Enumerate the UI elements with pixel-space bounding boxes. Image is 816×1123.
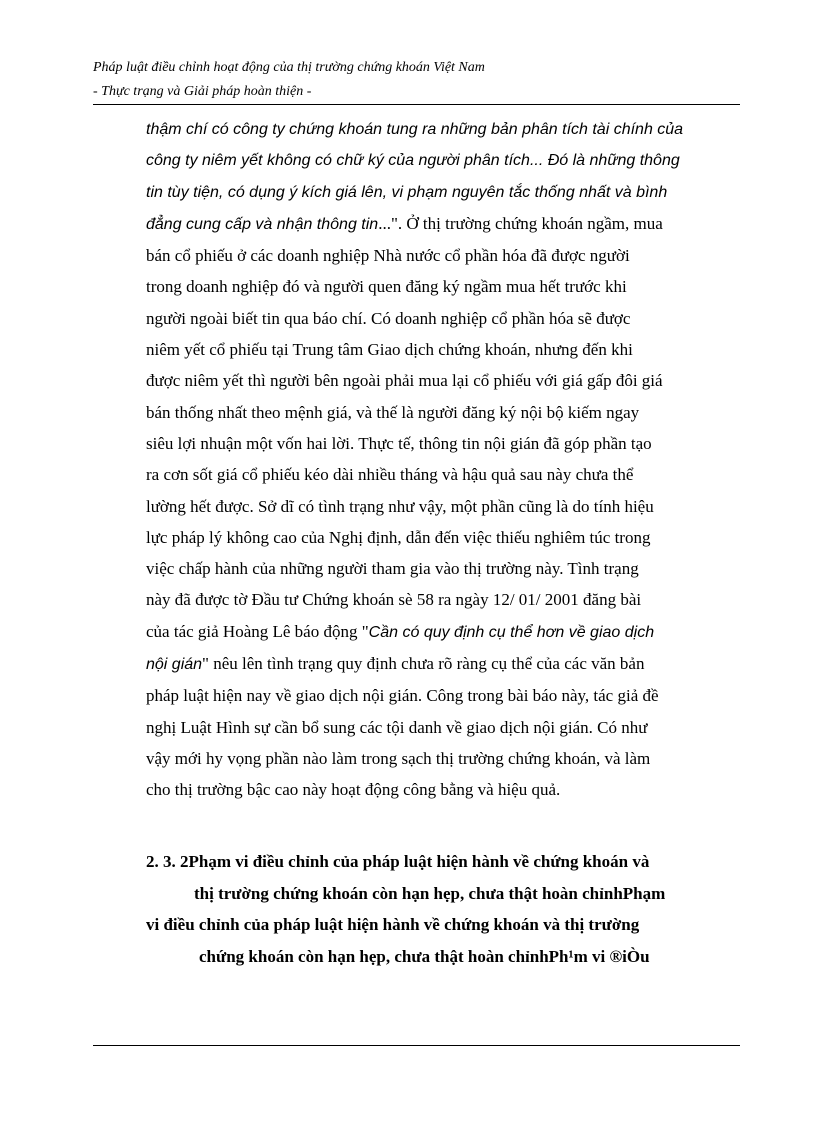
body-line: cho thị trường bậc cao này hoạt động công bằng và hiệu quả. [146,780,561,800]
heading-line: vi điều chỉnh của pháp luật hiện hành về chứng khoán và thị trường [146,915,640,935]
quote-end: đẳng cung cấp và nhận thông tin [146,215,379,233]
body-line: lường hết được. Sở dĩ có tình trạng như vậy, một phần cũng là do tính hiệu [146,496,654,516]
body-line: lực pháp lý không cao của Nghị định, dẫn đến việc thiếu nghiêm túc trong [146,527,651,547]
body-line-start: của tác giả Hoàng Lê báo động " [146,621,369,641]
body-line: đẳng cung cấp và nhận thông tin...". Ở thị trường chứng khoán ngầm, mua [146,213,663,233]
body-line: việc chấp hành của những người tham gia vào thị trường này. Tình trạng [146,559,639,579]
header-title: Pháp luật điều chỉnh hoạt động của thị trường chứng khoán Việt Nam [93,60,485,75]
body-line: pháp luật hiện nay về giao dịch nội gián. Công trong bài báo này, tác giả đề [146,686,659,706]
body-line: người ngoài biết tin qua báo chí. Có doanh nghiệp cổ phần hóa sẽ được [146,308,631,328]
body-line: bán thống nhất theo mệnh giá, và thế là người đăng ký nội bộ kiếm ngay [146,402,640,422]
page-header [93,56,740,104]
body-line [146,648,740,680]
heading-line: thị trường chứng khoán còn hạn hẹp, chưa thật hoàn chỉnhPhạm [194,883,666,903]
body-line: công ty niêm yết không có chữ ký của người phân tích... Đó là những thông [146,152,680,170]
body-line: niêm yết cổ phiếu tại Trung tâm Giao dịch chứng khoán, nhưng đến khi [146,340,633,360]
article-title-end: nội gián [146,656,203,674]
heading-line: chứng khoán còn hạn hẹp, chưa thật hoàn chỉnhPh¹m vi ®iÒu [199,947,650,967]
body-line: vậy mới hy vọng phần nào làm trong sạch thị trường chứng khoán, và làm [146,748,651,768]
body-line: bán cổ phiếu ở các doanh nghiệp Nhà nước cổ phần hóa đã được người [146,246,630,266]
body-text [146,114,740,806]
article-title: Cần có quy định cụ thể hơn về giao dịch [368,623,655,641]
heading-line: 2. 3. 2Phạm vi điều chỉnh của pháp luật hiện hành về chứng khoán và [146,852,650,871]
section-heading [146,846,740,973]
body-line: tin tùy tiện, có dụng ý kích giá lên, vi phạm nguyên tắc thống nhất và bình [146,183,668,201]
body-line-rest: ". Ở thị trường chứng khoán ngầm, mua [390,213,663,233]
body-line: siêu lợi nhuận một vốn hai lời. Thực tế, thông tin nội gián đã góp phần tạo [146,433,652,453]
body-line [146,616,740,648]
header-divider [93,104,740,105]
body-line: thậm chí có công ty chứng khoán tung ra những bản phân tích tài chính của [146,121,684,138]
body-line: trong doanh nghiệp đó và người quen đăng ký ngầm mua hết trước khi [146,277,627,297]
body-line: được niêm yết thì người bên ngoài phải mua lại cổ phiếu với giá gấp đôi giá [146,371,663,391]
body-line-rest: " nêu lên tình trạng quy định chưa rõ ràng cụ thể của các văn bản [202,654,645,674]
body-line: này đã được tờ Đầu tư Chứng khoán sè 58 ra ngày 12/ 01/ 2001 đăng bài [146,590,642,610]
body-line: ra cơn sốt giá cổ phiếu kéo dài nhiều tháng và hậu quả sau này chưa thể [146,465,634,485]
footer-divider [93,1045,740,1046]
header-subtitle: - Thực trạng và Giải pháp hoàn thiện - [93,84,312,99]
body-line: nghị Luật Hình sự cần bổ sung các tội danh về giao dịch nội gián. Có như [146,717,648,737]
